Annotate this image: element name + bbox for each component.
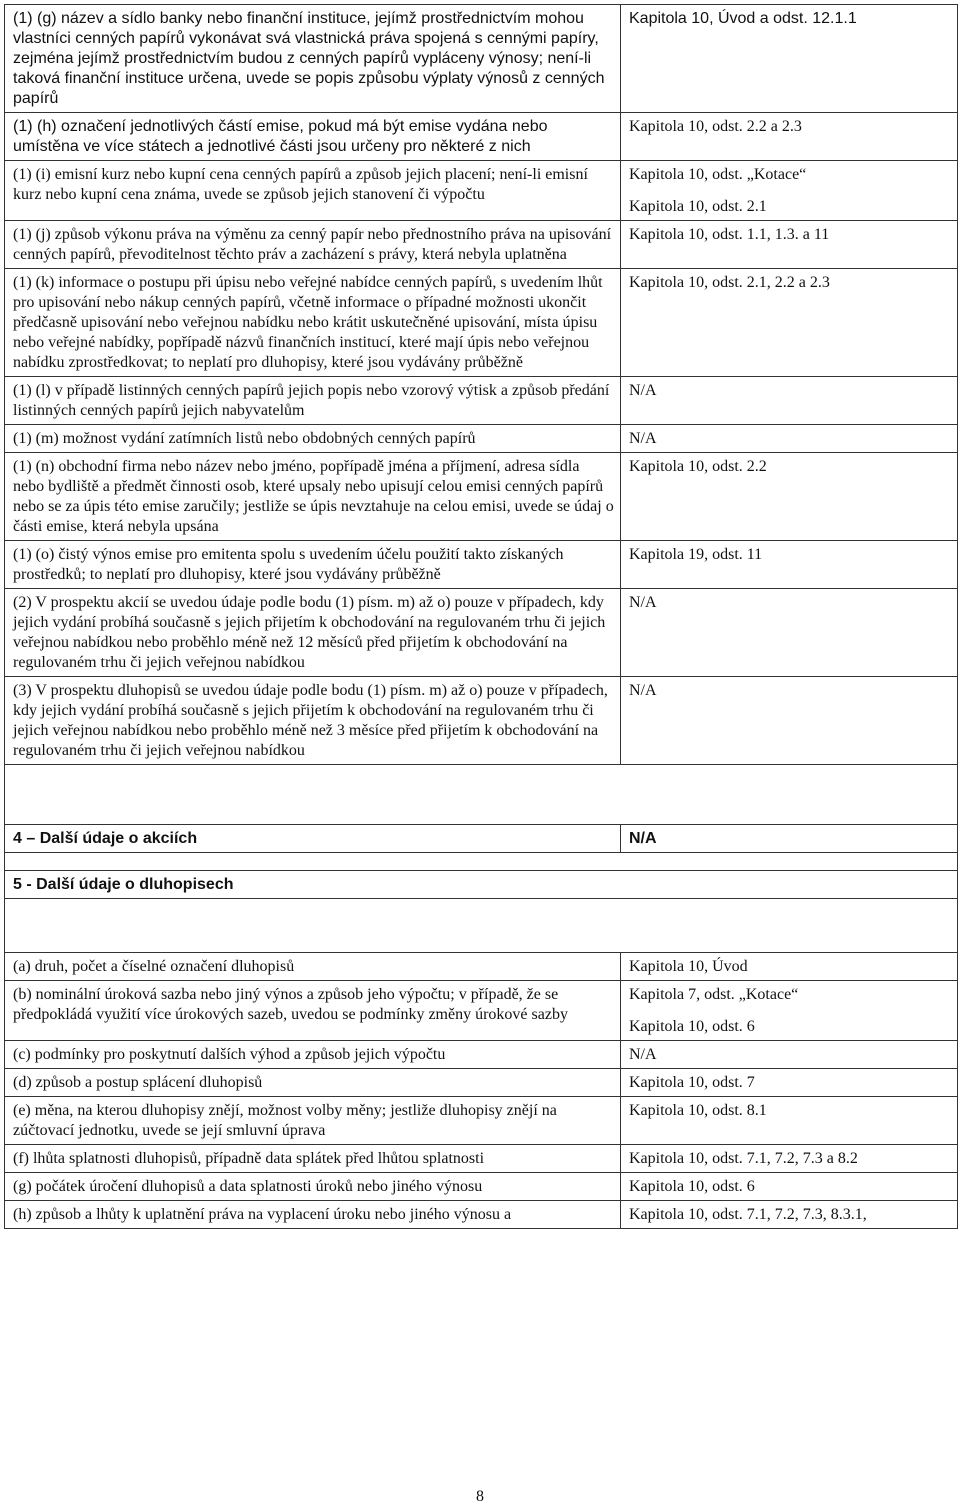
table-row <box>5 1097 958 1145</box>
spacer-row <box>5 899 958 953</box>
reference-text: Kapitola 10, Úvod <box>629 958 748 975</box>
spacer-cell <box>5 765 958 825</box>
table-row <box>5 541 958 589</box>
reference-text: Kapitola 10, odst. 7.1, 7.2, 7.3 a 8.2 <box>629 1150 858 1167</box>
table-row <box>5 1041 958 1069</box>
table-row <box>5 5 958 113</box>
row-reference <box>621 161 958 221</box>
reference-text: Kapitola 10, odst. 1.1, 1.3. a 11 <box>629 226 830 243</box>
row-requirement-text: (h) způsob a lhůty k uplatnění práva na vyplacení úroku nebo jiného výnosu a <box>5 1201 621 1229</box>
page-number: 8 <box>476 1488 484 1505</box>
row-reference <box>621 1069 958 1097</box>
row-requirement-text: (1) (k) informace o postupu při úpisu nebo veřejné nabídce cenných papírů, s uvedením lhůt pro upisování nebo nákup cenných papírů, včetně informace o případné možnosti ukončit předčasně upisování nebo veřejnou nabídku nebo krátit uskutečněné upisování, místa úpisu nebo veřejné nabídky, popřípadě názvů finančních institucí, které mají úpis nebo veřejnou nabídku zprostředkovat; to neplatí pro dluhopisy, které jsou vydávány průběžně <box>5 269 621 377</box>
row-reference <box>621 5 958 113</box>
reference-text: Kapitola 10, odst. „Kotace“ <box>629 166 807 183</box>
table-row <box>5 1069 958 1097</box>
table-row <box>5 589 958 677</box>
reference-text: Kapitola 10, odst. 6 <box>629 1178 755 1195</box>
row-requirement-text: (2) V prospektu akcií se uvedou údaje podle bodu (1) písm. m) až o) pouze v případech, kdy jejich vydání probíhá současně s jejich přijetím k obchodování na regulovaném trhu či jejich veřejnou nabídkou nebo proběhlo méně než 12 měsíců před přijetím k obchodování na regulovaném trhu či jejich veřejnou nabídkou <box>5 589 621 677</box>
row-requirement-text: (a) druh, počet a číselné označení dluhopisů <box>5 953 621 981</box>
row-requirement-text: (1) (j) způsob výkonu práva na výměnu za cenný papír nebo přednostního práva na upisování cenných papírů, převoditelnost těchto práv a zacházení s právy, která nebyla uplatněna <box>5 221 621 269</box>
row-reference <box>621 589 958 677</box>
row-requirement-text: (d) způsob a postup splácení dluhopisů <box>5 1069 621 1097</box>
section-4-reference: N/A <box>621 825 958 853</box>
table-row <box>5 1201 958 1229</box>
table-row <box>5 1173 958 1201</box>
row-reference <box>621 269 958 377</box>
row-reference <box>621 953 958 981</box>
section-heading-row <box>5 871 958 899</box>
reference-text: N/A <box>629 682 657 699</box>
row-requirement-text: (1) (m) možnost vydání zatímních listů nebo obdobných cenných papírů <box>5 425 621 453</box>
table-row <box>5 953 958 981</box>
row-reference <box>621 1097 958 1145</box>
table-row <box>5 269 958 377</box>
reference-text: Kapitola 7, odst. „Kotace“ <box>629 986 799 1003</box>
row-requirement-text: (1) (l) v případě listinných cenných papírů jejich popis nebo vzorový výtisk a způsob předání listinných cenných papírů jejich nabyvatelům <box>5 377 621 425</box>
spacer-cell <box>5 899 958 953</box>
reference-text: Kapitola 10, odst. 2.2 <box>629 458 767 475</box>
row-reference <box>621 1173 958 1201</box>
row-reference <box>621 1201 958 1229</box>
row-reference <box>621 1145 958 1173</box>
row-requirement-text: (1) (h) označení jednotlivých částí emise, pokud má být emise vydána nebo umístěna ve více státech a jednotlivé části jsou určeny pro některé z nich <box>5 113 621 161</box>
row-requirement-text: (b) nominální úroková sazba nebo jiný výnos a způsob jeho výpočtu; v případě, že se předpokládá využití více úrokových sazeb, uvedou se podmínky změny úrokové sazby <box>5 981 621 1041</box>
row-requirement-text: (g) počátek úročení dluhopisů a data splatnosti úroků nebo jiného výnosu <box>5 1173 621 1201</box>
row-reference <box>621 221 958 269</box>
spacer-cell <box>5 853 958 871</box>
requirements-table-top <box>4 4 958 1229</box>
row-reference <box>621 981 958 1041</box>
row-requirement-text: (1) (n) obchodní firma nebo název nebo jméno, popřípadě jména a příjmení, adresa sídla nebo bydliště a předmět činnosti osob, které upsaly nebo upisují celou emisi cenných papírů nebo se za úpis této emise zaručily; jestliže se úpis nevztahuje na celou emisi, uvede se údaj o části emise, která nebyla upsána <box>5 453 621 541</box>
row-reference <box>621 453 958 541</box>
row-requirement-text: (f) lhůta splatnosti dluhopisů, případně data splátek před lhůtou splatnosti <box>5 1145 621 1173</box>
reference-text: N/A <box>629 594 657 611</box>
table-row <box>5 453 958 541</box>
spacer-row <box>5 853 958 871</box>
table-row <box>5 981 958 1041</box>
reference-text: Kapitola 10, odst. 8.1 <box>629 1102 767 1119</box>
reference-text: N/A <box>629 430 657 447</box>
table-row <box>5 161 958 221</box>
table-row <box>5 113 958 161</box>
reference-text: Kapitola 10, odst. 7.1, 7.2, 7.3, 8.3.1, <box>629 1206 867 1223</box>
reference-text-secondary: Kapitola 10, odst. 6 <box>629 1018 755 1035</box>
spacer-row <box>5 765 958 825</box>
row-reference <box>621 377 958 425</box>
row-requirement-text: (1) (g) název a sídlo banky nebo finanční instituce, jejímž prostřednictvím mohou vlastníci cenných papírů vykonávat svá vlastnická práva spojená s cennými papíry, zejména jejímž prostřednictvím budou z cenných papírů vypláceny výnosy; není-li taková finanční instituce určena, uvede se popis způsobu výplaty výnosů z cenných papírů <box>5 5 621 113</box>
table-row <box>5 677 958 765</box>
reference-text: Kapitola 10, odst. 2.2 a 2.3 <box>629 118 802 135</box>
section-5-title: 5 - Další údaje o dluhopisech <box>5 871 958 899</box>
reference-text: Kapitola 19, odst. 11 <box>629 546 763 563</box>
reference-text: Kapitola 10, Úvod a odst. 12.1.1 <box>629 10 857 27</box>
reference-text: Kapitola 10, odst. 2.1, 2.2 a 2.3 <box>629 274 830 291</box>
table-row <box>5 377 958 425</box>
row-reference <box>621 1041 958 1069</box>
reference-text: N/A <box>629 382 657 399</box>
reference-text: N/A <box>629 1046 657 1063</box>
row-reference <box>621 677 958 765</box>
section-4-title: 4 – Další údaje o akciích <box>5 825 621 853</box>
row-requirement-text: (3) V prospektu dluhopisů se uvedou údaje podle bodu (1) písm. m) až o) pouze v případech, kdy jejich vydání probíhá současně s jejich přijetím k obchodování na regulovaném trhu či jejich veřejnou nabídkou nebo proběhlo méně než 3 měsíce před přijetím k obchodování na regulovaném trhu či jejich veřejnou nabídkou <box>5 677 621 765</box>
row-requirement-text: (e) měna, na kterou dluhopisy znějí, možnost volby měny; jestliže dluhopisy znějí na zúčtovací jednotku, uvede se její smluvní úprava <box>5 1097 621 1145</box>
row-requirement-text: (1) (i) emisní kurz nebo kupní cena cenných papírů a způsob jejich placení; není-li emisní kurz nebo kupní cena známa, uvede se způsob jejich stanovení či výpočtu <box>5 161 621 221</box>
row-requirement-text: (c) podmínky pro poskytnutí dalších výhod a způsob jejich výpočtu <box>5 1041 621 1069</box>
row-reference <box>621 113 958 161</box>
table-row <box>5 1145 958 1173</box>
row-requirement-text: (1) (o) čistý výnos emise pro emitenta spolu s uvedením účelu použití takto získaných prostředků; to neplatí pro dluhopisy, které jsou vydávány průběžně <box>5 541 621 589</box>
reference-text: Kapitola 10, odst. 7 <box>629 1074 755 1091</box>
table-row <box>5 425 958 453</box>
row-reference <box>621 541 958 589</box>
section-heading-row <box>5 825 958 853</box>
reference-text-secondary: Kapitola 10, odst. 2.1 <box>629 198 767 215</box>
table-row <box>5 221 958 269</box>
row-reference <box>621 425 958 453</box>
